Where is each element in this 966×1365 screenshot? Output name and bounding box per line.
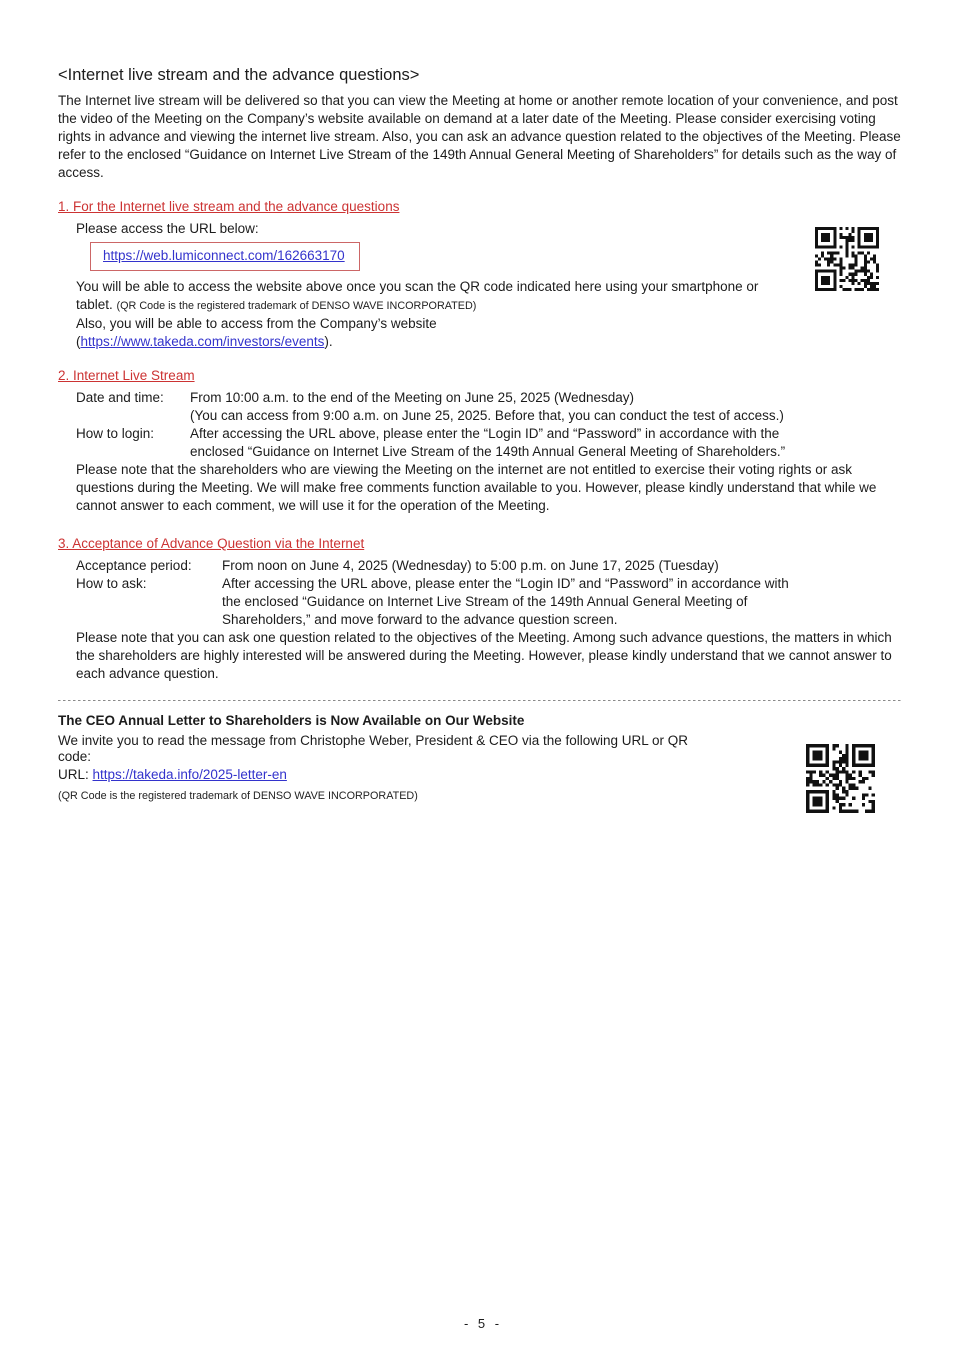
qr-code-ceo-letter (806, 744, 875, 813)
section1-body (58, 220, 903, 351)
ceo-letter-section (58, 699, 903, 805)
ceo-letter-url-line (58, 767, 903, 784)
ceo-letter-url-link[interactable]: https://takeda.info/2025-letter-en (92, 766, 287, 782)
date-time-line2: (You can access from 9:00 a.m. on June 25, 2025. Before that, you can conduct the test of access.) (190, 408, 784, 423)
section-advance-question (58, 535, 903, 683)
qr-trademark-note: (QR Code is the registered trademark of DENSO WAVE INCORPORATED) (116, 300, 477, 312)
company-website-link-line (76, 333, 903, 351)
section-internet-live-stream (58, 367, 903, 515)
company-website-line: Also, you will be able to access from the Company’s website (76, 316, 437, 331)
date-time-value (190, 389, 903, 425)
qr-code-live-stream (815, 227, 879, 291)
section1-heading: 1. For the Internet live stream and the advance questions (58, 199, 400, 214)
page-number: - 5 - (463, 1316, 503, 1331)
access-url-label: Please access the URL below: (76, 221, 259, 236)
section3-heading: 3. Acceptance of Advance Question via the Internet (58, 536, 365, 551)
date-time-label: Date and time: (76, 390, 164, 405)
ceo-qr-trademark-note: (QR Code is the registered trademark of DENSO WAVE INCORPORATED) (58, 790, 418, 802)
page-title: <Internet live stream and the advance questions> (58, 66, 420, 84)
how-to-login-line2: enclosed “Guidance on Internet Live Stream of the 149th Annual General Meeting of Shareholders.” (190, 444, 786, 459)
how-to-ask-line3: Shareholders,” and move forward to the advance question screen. (222, 612, 618, 627)
date-time-line1: From 10:00 a.m. to the end of the Meeting on June 25, 2025 (Wednesday) (190, 390, 635, 405)
ceo-letter-body-line2: code: (58, 749, 92, 764)
page-content (58, 64, 903, 683)
how-to-ask-row (58, 575, 903, 629)
ceo-letter-heading: The CEO Annual Letter to Shareholders is Now Available on Our Website (58, 713, 525, 728)
how-to-ask-line1: After accessing the URL above, please enter the “Login ID” and “Password” in accordance with (222, 576, 789, 591)
acceptance-period-line1: From noon on June 4, 2025 (Wednesday) to 5:00 p.m. on June 17, 2025 (Tuesday) (222, 558, 719, 573)
how-to-login-label: How to login: (76, 426, 155, 441)
acceptance-period-label: Acceptance period: (76, 558, 192, 573)
how-to-ask-value (222, 575, 903, 629)
how-to-ask-line2: the enclosed “Guidance on Internet Live Stream of the 149th Annual General Meeting of (222, 594, 748, 609)
section-internet-live-stream-access (58, 198, 903, 351)
date-time-row (58, 389, 903, 425)
acceptance-period-value (222, 557, 903, 575)
acceptance-period-row (58, 557, 903, 575)
qr-instructions (76, 278, 788, 315)
url-label: URL: (58, 766, 93, 782)
lumiconnect-url-link[interactable]: https://web.lumiconnect.com/162663170 (103, 248, 345, 263)
section2-heading: 2. Internet Live Stream (58, 368, 195, 383)
intro-paragraph: The Internet live stream will be delivered so that you can view the Meeting at home or another remote location of your convenience, and post the video of the Meeting on the Company’s website available on demand at a later date of the Meeting. Please consider exercising voting rights in advance and viewing the internet live stream. Also, you can ask an advance question related to the objectives of the Meeting. Please refer to the enclosed “Guidance on Internet Live Stream of the 149th Annual General Meeting of Shareholders” for details such as the way of access. (58, 93, 901, 180)
ceo-letter-body (58, 733, 818, 766)
how-to-login-line1: After accessing the URL above, please enter the “Login ID” and “Password” in accordance with the (190, 426, 780, 441)
section3-note: Please note that you can ask one question related to the objectives of the Meeting. Among such advance questions, the matters in which the shareholders are highly interested will be answered during the Meeting. However, please kindly understand that we cannot answer to each advance question. (76, 630, 892, 681)
dashed-divider (58, 699, 903, 701)
how-to-login-row (58, 425, 903, 461)
section2-note: Please note that the shareholders who are viewing the Meeting on the internet are not entitled to exercise their voting rights or ask questions during the Meeting. We will make free comments function available to you. However, please kindly understand that while we cannot answer to each comment, we will use it for the operation of the Meeting. (76, 462, 877, 513)
ceo-letter-body-line1: We invite you to read the message from Christophe Weber, President & CEO via the following URL or QR (58, 732, 689, 748)
paren-open: ( (76, 334, 81, 349)
takeda-investors-link[interactable]: https://www.takeda.com/investors/events (80, 334, 325, 349)
how-to-login-value (190, 425, 903, 461)
how-to-ask-label: How to ask: (76, 576, 147, 591)
paren-close: ). (324, 334, 333, 349)
url-box (90, 242, 360, 271)
qr-instruction-text: You will be able to access the website above once you scan the QR code indicated here using your smartphone or tablet. (76, 279, 759, 312)
